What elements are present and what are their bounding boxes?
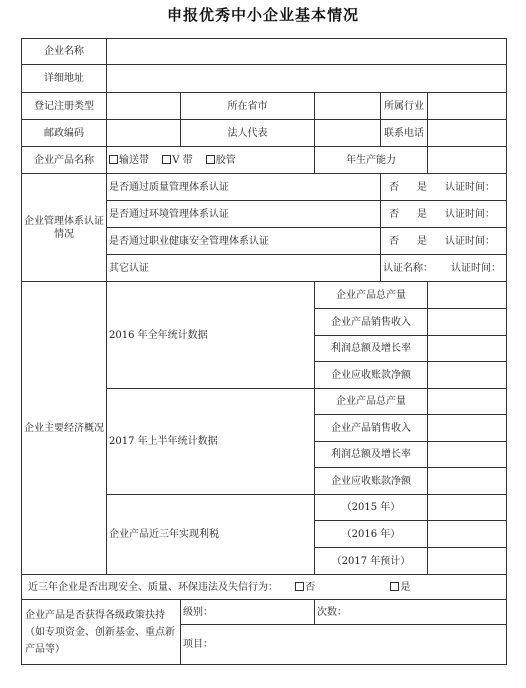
stats-2016-label: 2016 年全年统计数据: [107, 282, 315, 389]
cert-yes: 是: [417, 208, 427, 220]
checkbox-icon: [390, 582, 399, 591]
row-registration: [22, 93, 507, 120]
option-v-belt[interactable]: V 带: [162, 155, 192, 166]
policy-support-label: 企业产品是否获得各级政策扶持（如专项资金、创新基金、重点新产品等）: [22, 600, 181, 665]
violation-question: [22, 575, 507, 600]
support-count-field[interactable]: [315, 600, 507, 625]
metric-label: 企业应收账款净额: [315, 362, 428, 389]
tax-label: 企业产品近三年实现利税: [107, 495, 315, 575]
legal-rep-field[interactable]: [315, 120, 381, 147]
checkbox-icon: [295, 582, 304, 591]
tax-value[interactable]: [428, 548, 507, 575]
row-econ-2016-output: [22, 282, 507, 309]
metric-label: 企业产品销售收入: [315, 309, 428, 336]
tax-value[interactable]: [428, 495, 507, 521]
industry-field[interactable]: [428, 93, 507, 120]
stats-2017-label: 2017 年上半年统计数据: [107, 389, 315, 495]
metric-label: 企业产品总产量: [315, 389, 428, 415]
support-level-field[interactable]: [181, 600, 315, 625]
other-cert-label: 其它认证: [107, 255, 381, 282]
violation-yes-option[interactable]: 是: [390, 582, 410, 593]
econ-overview-label: 企业主要经济概况: [22, 282, 107, 575]
cert-answer[interactable]: [381, 174, 507, 201]
row-product: [22, 147, 507, 174]
option-hose[interactable]: 胶管: [206, 155, 236, 166]
row-address: [22, 65, 507, 93]
address-label: 详细地址: [22, 65, 107, 93]
metric-value[interactable]: [428, 336, 507, 362]
tax-value[interactable]: [428, 521, 507, 548]
address-field[interactable]: [107, 65, 507, 93]
cert-no: 否: [389, 208, 399, 220]
tax-year-label: （2015 年）: [315, 495, 428, 521]
cert-no: 否: [389, 235, 399, 247]
violation-text: 近三年企业是否出现安全、质量、环保违法及失信行为：: [28, 581, 278, 593]
page-title: 申报优秀中小企业基本情况: [166, 6, 359, 24]
cert-question: 是否通过职业健康安全管理体系认证: [107, 228, 381, 255]
row-support-level: [22, 600, 507, 625]
cert-yes: 是: [417, 181, 427, 193]
metric-value[interactable]: [428, 282, 507, 309]
registration-type-field[interactable]: [107, 93, 181, 120]
mgmt-cert-label: 企业管理体系认证情况: [22, 174, 107, 282]
checkbox-icon: [162, 155, 171, 164]
support-level-label: 级别：: [183, 606, 213, 618]
metric-value[interactable]: [428, 442, 507, 468]
support-project-field[interactable]: [181, 625, 507, 665]
province-city-label: 所在省市: [181, 93, 315, 120]
metric-label: 企业产品销售收入: [315, 415, 428, 442]
cert-time-label: 认证时间：: [451, 262, 501, 274]
registration-type-label: 登记注册类型: [22, 93, 107, 120]
cert-question: 是否通过环境管理体系认证: [107, 201, 381, 228]
metric-value[interactable]: [428, 389, 507, 415]
row-mgmt-quality: [22, 174, 507, 201]
capacity-label: 年生产能力: [315, 147, 428, 174]
checkbox-icon: [206, 155, 215, 164]
cert-time-label: 认证时间：: [445, 235, 495, 247]
product-options: [107, 147, 315, 174]
phone-label: 联系电话: [381, 120, 428, 147]
support-count-label: 次数：: [317, 606, 347, 618]
application-form-table: [21, 38, 507, 665]
violation-no-option[interactable]: 否: [295, 582, 315, 593]
cert-answer[interactable]: [381, 201, 507, 228]
support-project-label: 项目：: [183, 639, 213, 650]
row-violation: [22, 575, 507, 600]
company-name-field[interactable]: [107, 39, 507, 65]
postal-code-field[interactable]: [107, 120, 181, 147]
company-name-label: 企业名称: [22, 39, 107, 65]
metric-value[interactable]: [428, 309, 507, 336]
cert-question: 是否通过质量管理体系认证: [107, 174, 381, 201]
province-city-field[interactable]: [315, 93, 381, 120]
cert-time-label: 认证时间：: [445, 181, 495, 193]
option-conveyor-belt[interactable]: 输送带: [109, 155, 149, 166]
legal-rep-label: 法人代表: [181, 120, 315, 147]
industry-label: 所属行业: [381, 93, 428, 120]
checkbox-icon: [109, 155, 118, 164]
cert-yes: 是: [417, 235, 427, 247]
tax-year-label: （2016 年）: [315, 521, 428, 548]
other-cert-answer[interactable]: [381, 255, 507, 282]
metric-label: 企业应收账款净额: [315, 468, 428, 495]
cert-name-label: 认证名称：: [383, 262, 433, 274]
tax-year-label: （2017 年预计）: [315, 548, 428, 575]
row-company-name: [22, 39, 507, 65]
metric-label: 利润总额及增长率: [315, 442, 428, 468]
cert-answer[interactable]: [381, 228, 507, 255]
cert-no: 否: [389, 181, 399, 193]
capacity-field[interactable]: [428, 147, 507, 174]
metric-value[interactable]: [428, 468, 507, 495]
metric-label: 利润总额及增长率: [315, 336, 428, 362]
row-postal: [22, 120, 507, 147]
metric-value[interactable]: [428, 415, 507, 442]
postal-code-label: 邮政编码: [22, 120, 107, 147]
product-name-label: 企业产品名称: [22, 147, 107, 174]
phone-field[interactable]: [428, 120, 507, 147]
metric-label: 企业产品总产量: [315, 282, 428, 309]
cert-time-label: 认证时间：: [445, 208, 495, 220]
metric-value[interactable]: [428, 362, 507, 389]
